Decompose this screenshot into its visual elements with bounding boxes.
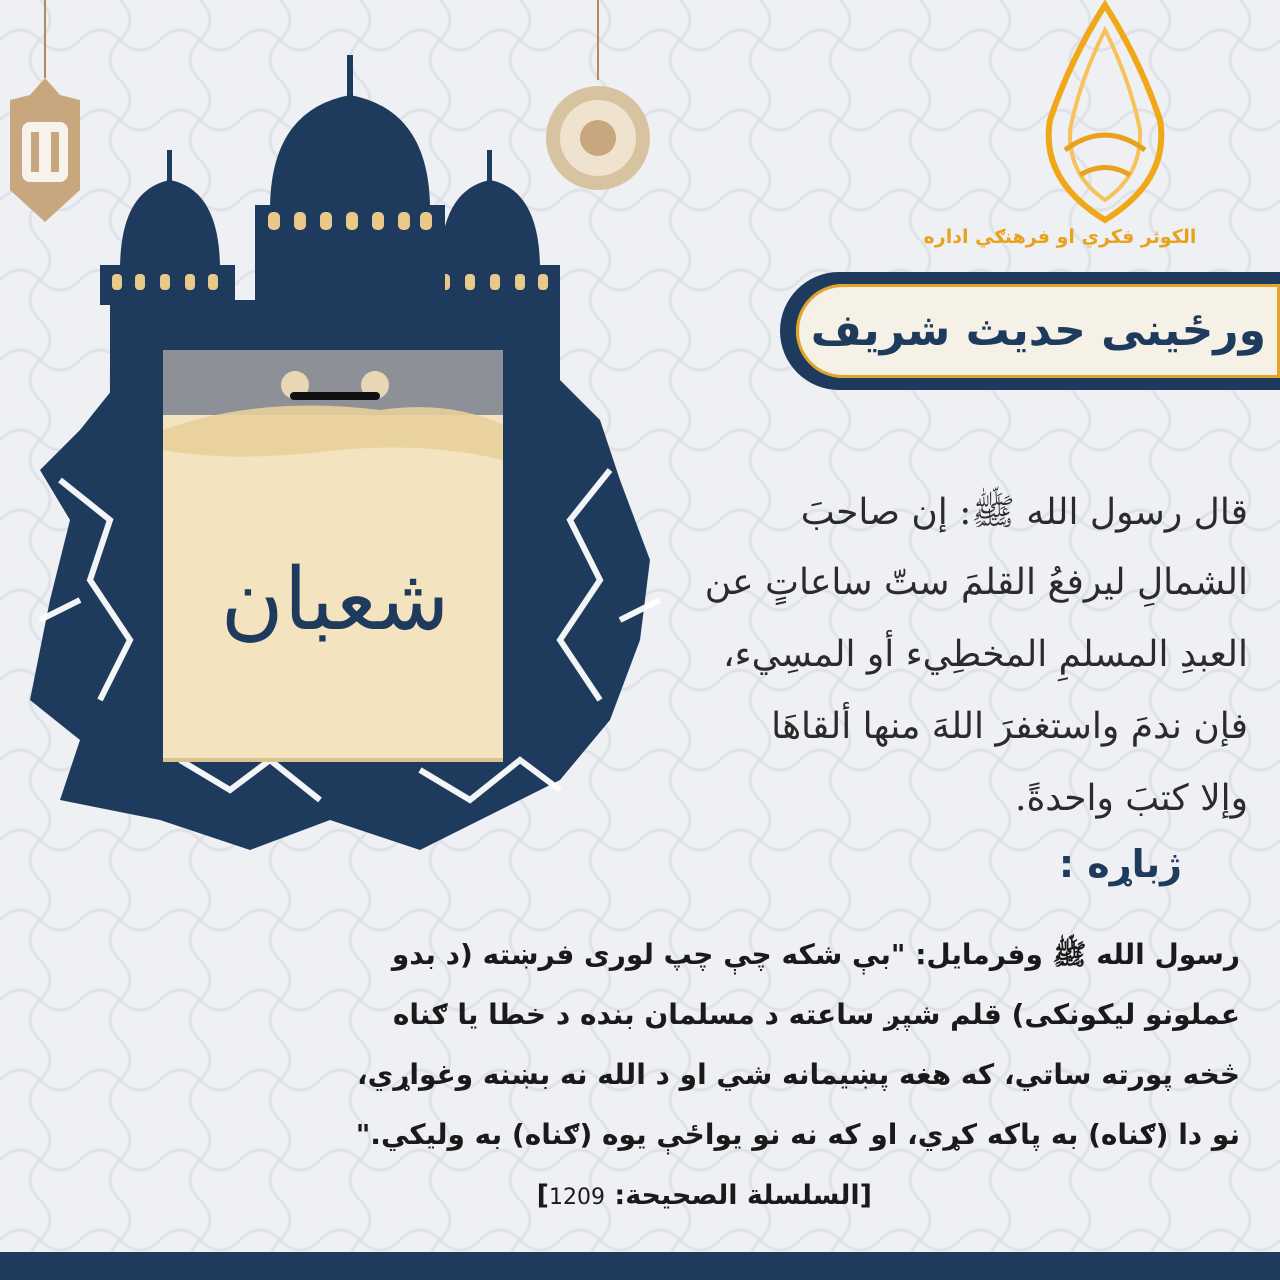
bottom-bar <box>0 1252 1280 1280</box>
card-month-word: شعبان <box>220 550 450 650</box>
lantern-icon <box>10 0 80 222</box>
hadith-reference <box>537 1180 872 1211</box>
reference-source: [السلسلة الصحيحة: <box>614 1180 872 1211</box>
hadith-arabic-line: وإلا كتبَ واحدةً. <box>1015 778 1248 819</box>
translation-line: نو دا (ګناه) به پاکه کړي، او که نه نو یواځې یوه (ګناه) به ولیکي." <box>355 1118 1240 1151</box>
translation-line: عملونو لیکونکی) قلم شپږ ساعته د مسلمان بنده د خطا یا ګناه <box>392 998 1240 1031</box>
translation-label: ژباړه : <box>1058 842 1182 886</box>
kawthar-logo-icon <box>1010 0 1200 230</box>
translation-line: څخه پورته ساتي، که هغه پښیمانه شي او د الله نه بښنه وغواړي، <box>357 1058 1240 1091</box>
organization-name: الکوثر فکري او فرهنګي اداره <box>923 226 1197 248</box>
page-title: ورځینی حدیث شریف <box>810 305 1266 356</box>
reference-close: ] <box>536 1180 549 1211</box>
translation-line: رسول الله ﷺ وفرمایل: "بې شکه چې چپ لوری فرښته (د بدو <box>391 938 1240 971</box>
hadith-arabic-line: الشمالِ ليرفعُ القلمَ ستّ ساعاتٍ عن <box>704 562 1248 603</box>
reference-number: 1209 <box>548 1185 605 1210</box>
hadith-arabic-line: قال رسول الله ﷺ: إن صاحبَ <box>800 492 1248 533</box>
hadith-arabic-line: فإن ندمَ واستغفرَ اللهَ منها ألقاهَا <box>771 706 1248 747</box>
mosque-illustration <box>0 0 700 860</box>
ornament-icon <box>546 0 650 190</box>
hadith-arabic-line: العبدِ المسلمِ المخطِيء أو المسِيء، <box>723 634 1248 675</box>
